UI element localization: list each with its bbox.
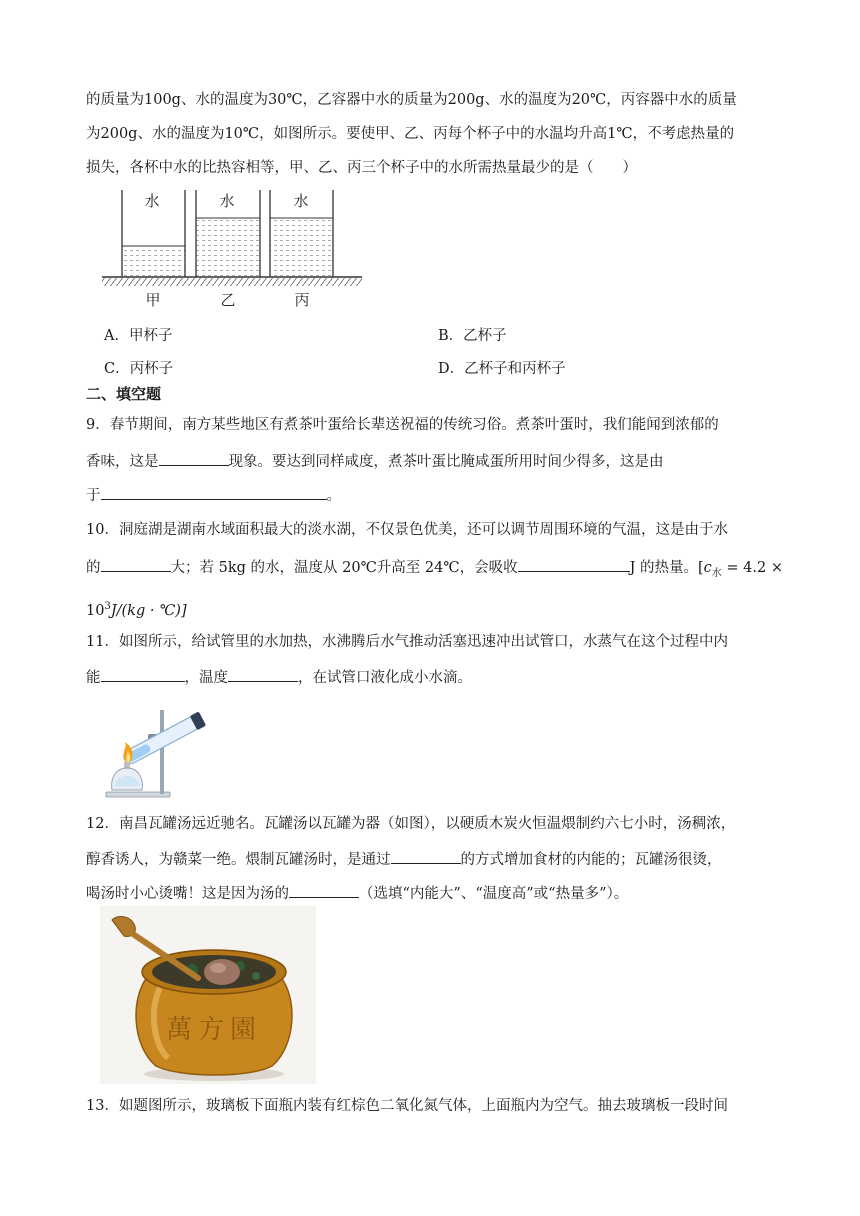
- cup-bing-water-label: 水: [293, 192, 309, 210]
- q8-line3: 损失，各杯中水的比热容相等，甲、乙、丙三个杯子中的水所需热量最少的是（ ）: [86, 160, 637, 176]
- q10-formula-rest: = 4.2 ×: [721, 560, 783, 576]
- clay-pot-soup-image: [100, 906, 316, 1084]
- q10-formula-sub: 水: [711, 567, 722, 579]
- q12-line2: [86, 848, 722, 870]
- q9-blank-2[interactable]: [101, 484, 327, 500]
- stand-rod: [160, 710, 164, 794]
- q10-text-2b: 大；若 5kg 的水，温度从 20℃升高至 24℃，会吸收: [170, 560, 518, 576]
- q12-text-2b: 的方式增加食材的内能的；瓦罐汤很烫，: [460, 852, 722, 868]
- q10-formula-c: c: [703, 560, 712, 576]
- q10-line3: [86, 597, 187, 621]
- cup-bing-label: 丙: [294, 291, 310, 309]
- q10-formula-sup: 3: [104, 601, 111, 612]
- q10-blank-1[interactable]: [101, 556, 171, 572]
- q8-line2: 为200g、水的温度为10℃，如图所示。要使甲、乙、丙每个杯子中的水温均升高1℃，不考虑热量的: [86, 126, 735, 142]
- lamp-wick: [124, 762, 130, 768]
- q11-line1: 11．如图所示，给试管里的水加热，水沸腾后水气推动活塞迅速冲出试管口，水蒸气在这个过程中内: [86, 634, 728, 650]
- option-c[interactable]: C．丙杯子: [104, 361, 174, 377]
- q12-line3: [86, 882, 628, 904]
- q10-formula-10: 10: [86, 602, 105, 619]
- cup-jia-label: 甲: [145, 291, 161, 309]
- cup-yi-water-label: 水: [219, 192, 235, 210]
- q9-text-2b: 现象。要达到同样咸度，煮茶叶蛋比腌咸蛋所用时间少得多，这是由: [228, 454, 664, 470]
- q12-text-2a: 醇香诱人，为赣菜一绝。煨制瓦罐汤时，是通过: [86, 852, 391, 868]
- section-title: 二、填空题: [86, 385, 162, 403]
- q10-text-2a: 的: [86, 560, 101, 576]
- q10-blank-2[interactable]: [518, 556, 630, 572]
- q9-line1: 9．春节期间，南方某些地区有煮茶叶蛋给长辈送祝福的传统习俗。煮茶叶蛋时，我们能闻到浓郁的: [86, 417, 719, 433]
- q10-line1: 10．洞庭湖是湖南水域面积最大的淡水湖，不仅景色优美，还可以调节周围环境的气温，这是由于水: [86, 522, 728, 538]
- q12-line1: 12．南昌瓦罐汤远近驰名。瓦罐汤以瓦罐为器（如图），以硬质木炭火恒温煨制约六七小时，汤稠浓，: [86, 816, 736, 832]
- q11-text-2c: ，在试管口液化成小水滴。: [298, 670, 472, 686]
- q8-line1: 的质量为100g、水的温度为30℃，乙容器中水的质量为200g、水的温度为20℃，丙容器中水的质量: [86, 92, 737, 108]
- q10-line2: [86, 556, 783, 584]
- q9-text-3a: 于: [86, 488, 101, 504]
- three-cups-figure: [100, 188, 366, 314]
- q9-blank-1[interactable]: [159, 450, 229, 466]
- q9-text-2a: 香味，这是: [86, 454, 159, 470]
- cup-yi-label: 乙: [220, 291, 236, 309]
- q11-text-2b: ，温度: [184, 670, 228, 686]
- q10-formula-unit: J/(kg · ℃)]: [110, 602, 187, 619]
- option-b[interactable]: B．乙杯子: [438, 328, 507, 344]
- cup-jia-water-label: 水: [144, 192, 160, 210]
- q9-line3: [86, 484, 341, 506]
- q13-line1: 13．如题图所示，玻璃板下面瓶内装有红棕色二氧化氮气体，上面瓶内为空气。抽去玻璃板一段时间: [86, 1098, 728, 1114]
- q11-blank-1[interactable]: [101, 666, 185, 682]
- q9-line2: [86, 450, 664, 472]
- test-tube-heating-figure: [100, 706, 220, 802]
- q11-line2: [86, 666, 472, 688]
- q12-text-3a: 喝汤时小心烫嘴！这是因为汤的: [86, 886, 289, 902]
- option-d[interactable]: D．乙杯子和丙杯子: [438, 361, 566, 377]
- q10-text-2c: J 的热量。[: [629, 560, 704, 576]
- option-a[interactable]: A．甲杯子: [104, 328, 173, 344]
- jar-engraving: 萬方園: [165, 1015, 263, 1045]
- q11-text-2a: 能: [86, 670, 101, 686]
- q12-blank-1[interactable]: [391, 848, 461, 864]
- q11-blank-2[interactable]: [228, 666, 298, 682]
- q12-blank-2[interactable]: [289, 882, 359, 898]
- q9-text-3b: 。: [326, 488, 341, 504]
- ground-hatch: [102, 278, 362, 286]
- q12-text-3b: （选填“内能大”、“温度高”或“热量多”）。: [359, 886, 629, 902]
